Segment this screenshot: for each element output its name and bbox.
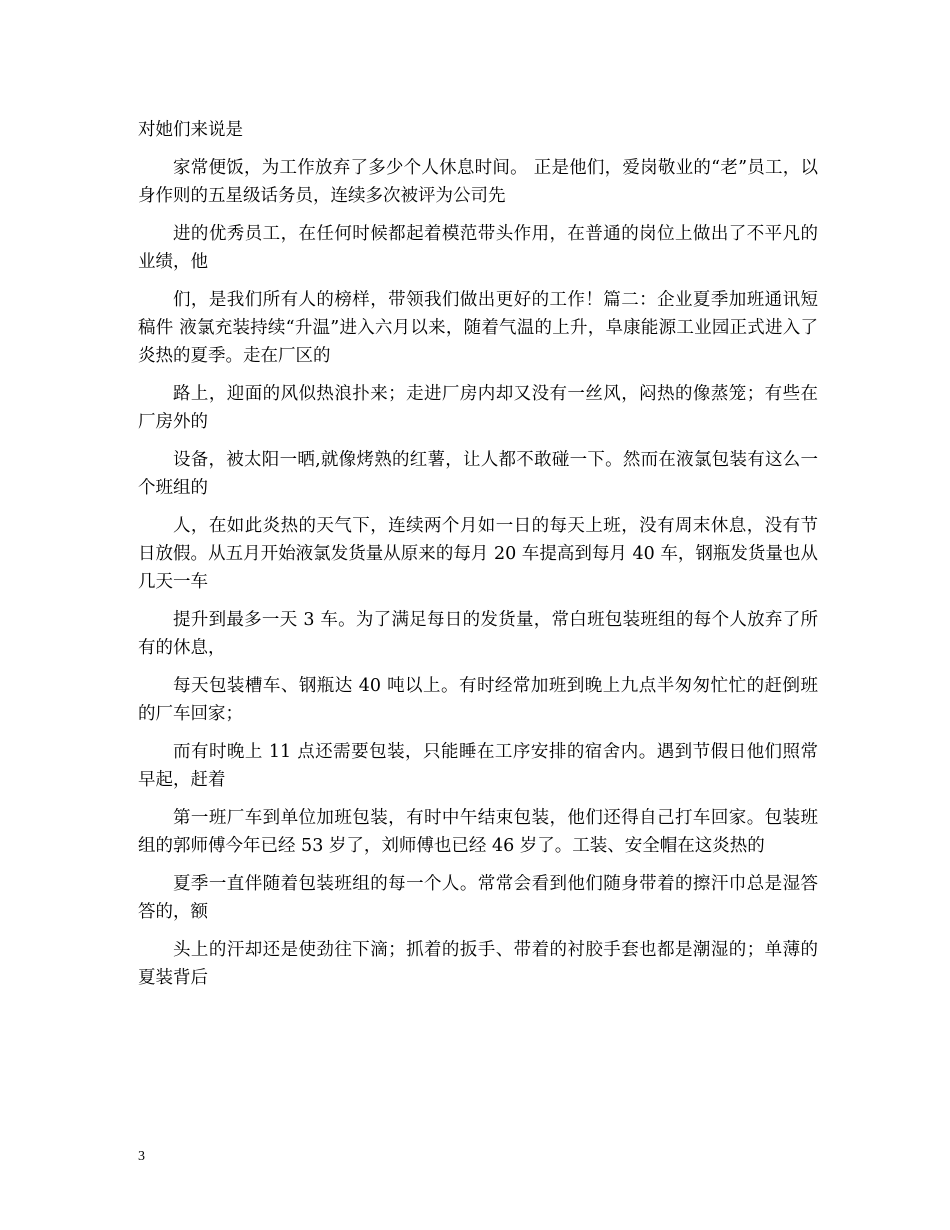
document-body [138,116,818,1002]
paragraph-1: 对她们来说是 [138,120,243,140]
paragraph-13: 头上的汗却还是使劲往下滴；抓着的扳手、带着的衬胶手套也都是潮湿的；单薄的夏装背后 [138,940,818,988]
paragraph-3: 进的优秀员工，在任何时候都起着模范带头作用，在普通的岗位上做出了不平凡的业绩，他 [138,224,818,272]
paragraph-9: 每天包装槽车、钢瓶达 40 吨以上。有时经常加班到晚上九点半匆匆忙忙的赶倒班的厂车回家； [138,676,818,724]
paragraph-2: 家常便饭，为工作放弃了多少个人休息时间。 正是他们，爱岗敬业的“老”员工，以身作则的五星级话务员，连续多次被评为公司先 [138,158,818,206]
page-number: 3 [138,1149,145,1164]
paragraph-10: 而有时晚上 11 点还需要包装，只能睡在工序安排的宿舍内。遇到节假日他们照常早起，赶着 [138,742,818,790]
paragraph-5: 路上，迎面的风似热浪扑来；走进厂房内却又没有一丝风，闷热的像蒸笼；有些在厂房外的 [138,384,818,432]
paragraph-7: 人，在如此炎热的天气下，连续两个月如一日的每天上班，没有周末休息，没有节日放假。从五月开始液氯发货量从原来的每月 20 车提高到每月 40 车，钢瓶发货量也从几天一车 [138,516,818,592]
paragraph-11: 第一班厂车到单位加班包装，有时中午结束包装，他们还得自己打车回家。包装班组的郭师傅今年已经 53 岁了，刘师傅也已经 46 岁了。工装、安全帽在这炎热的 [138,808,818,856]
paragraph-6: 设备，被太阳一晒,就像烤熟的红薯，让人都不敢碰一下。然而在液氯包装有这么一个班组的 [138,450,818,498]
paragraph-4: 们，是我们所有人的榜样，带领我们做出更好的工作！篇二：企业夏季加班通讯短稿件 液氯充装持续“升温”进入六月以来，随着气温的上升，阜康能源工业园正式进入了炎热的夏季。走在厂区的 [138,290,818,366]
paragraph-8: 提升到最多一天 3 车。为了满足每日的发货量，常白班包装班组的每个人放弃了所有的休息， [138,610,818,658]
paragraph-12: 夏季一直伴随着包装班组的每一个人。常常会看到他们随身带着的擦汗巾总是湿答答的，额 [138,874,818,922]
